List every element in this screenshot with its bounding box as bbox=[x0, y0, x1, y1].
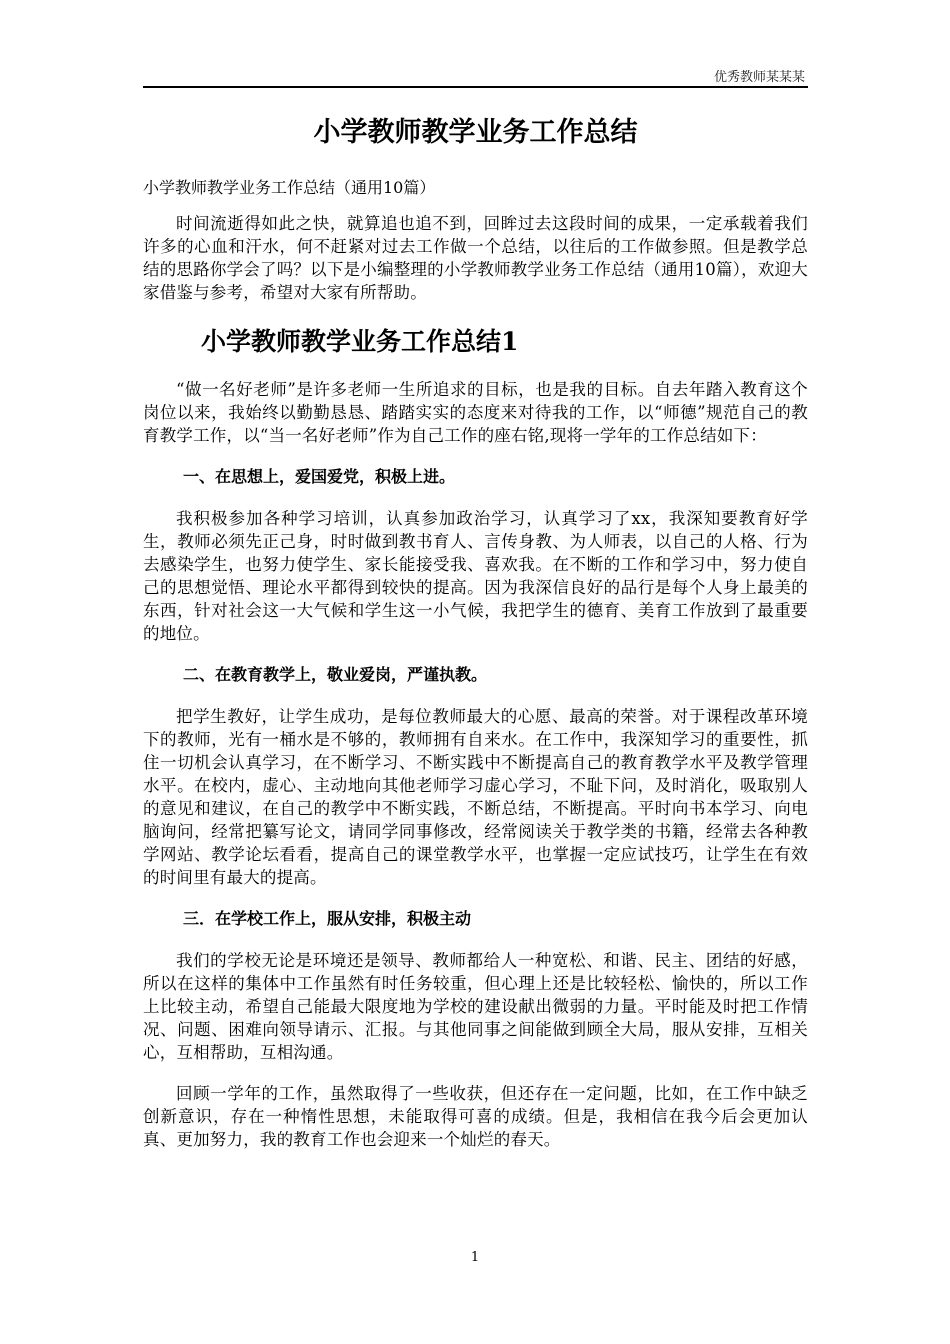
paragraph-2: 把学生教好，让学生成功，是每位教师最大的心愿、最高的荣誉。对于课程改革环境下的教师，光有一桶水是不够的，教师拥有自来水。在工作中，我深知学习的重要性，抓住一切机会认真学习，在不断学习、不断实践中不断提高自己的教育教学水平及教学管理水平。在校内，虚心、主动地向其他老师学习虚心学习，不耻下问，及时消化，吸取别人的意见和建议，在自己的教学中不断实践，不断总结，不断提高。平时向书本学习、向电脑询问，经常把纂写论文，请同学同事修改，经常阅读关于教学类的书籍，经常去各种教学网站、教学论坛看看，提高自己的课堂教学水平，也掌握一定应试技巧，让学生在有效的时间里有最大的提高。 bbox=[143, 707, 808, 887]
opening-paragraph: “做一名好老师”是许多老师一生所追求的目标，也是我的目标。自去年踏入教育这个岗位以来，我始终以勤勤恳恳、踏踏实实的态度来对待我的工作，以“师德”规范自己的教育教学工作，以“当一名好老师”作为自己工作的座右铭,现将一学年的工作总结如下： bbox=[143, 380, 808, 445]
page-number: 1 bbox=[470, 1250, 480, 1265]
sub-heading-2: 二、在教育教学上，敬业爱岗，严谨执教。 bbox=[183, 665, 488, 684]
section-title: 小学教师教学业务工作总结1 bbox=[201, 327, 519, 356]
header-divider bbox=[143, 86, 808, 88]
document-subtitle: 小学教师教学业务工作总结（通用10篇） bbox=[143, 178, 436, 197]
document-title: 小学教师教学业务工作总结 bbox=[313, 117, 638, 148]
paragraph-4: 回顾一学年的工作，虽然取得了一些收获，但还存在一定问题，比如，在工作中缺乏创新意识，存在一种惰性思想，未能取得可喜的成绩。但是，我相信在我今后会更加认真、更加努力，我的教育工作也会迎来一个灿烂的春天。 bbox=[143, 1084, 808, 1149]
header-author: 优秀教师某某某 bbox=[713, 70, 805, 85]
paragraph-3: 我们的学校无论是环境还是领导、教师都给人一种宽松、和谐、民主、团结的好感，所以在这样的集体中工作虽然有时任务较重，但心理上还是比较轻松、愉快的，所以工作上比较主动，希望自己能最大限度地为学校的建设献出微弱的力量。平时能及时把工作情况、问题、困难向领导请示、汇报。与其他同事之间能做到顾全大局，服从安排，互相关心，互相帮助，互相沟通。 bbox=[143, 951, 808, 1062]
paragraph-1: 我积极参加各种学习培训，认真参加政治学习，认真学习了xx，我深知要教育好学生，教师必须先正己身，时时做到教书育人、言传身教、为人师表，以自己的人格、行为去感染学生，也努力使学生、家长能接受我、喜欢我。在不断的工作和学习中，努力使自己的思想觉悟、理论水平都得到较快的提高。因为我深信良好的品行是每个人身上最美的东西，针对社会这一大气候和学生这一小气候，我把学生的德育、美育工作放到了最重要的地位。 bbox=[143, 509, 808, 643]
sub-heading-3: 三．在学校工作上，服从安排，积极主动 bbox=[183, 909, 472, 928]
document-body bbox=[143, 110, 808, 1169]
sub-heading-1: 一、在思想上，爱国爱党，积极上进。 bbox=[183, 467, 456, 486]
intro-paragraph: 时间流逝得如此之快，就算追也追不到，回眸过去这段时间的成果，一定承载着我们许多的心血和汗水，何不赶紧对过去工作做一个总结，以往后的工作做参照。但是教学总结的思路你学会了吗？以下是小编整理的小学教师教学业务工作总结（通用10篇），欢迎大家借鉴与参考，希望对大家有所帮助。 bbox=[143, 214, 808, 302]
